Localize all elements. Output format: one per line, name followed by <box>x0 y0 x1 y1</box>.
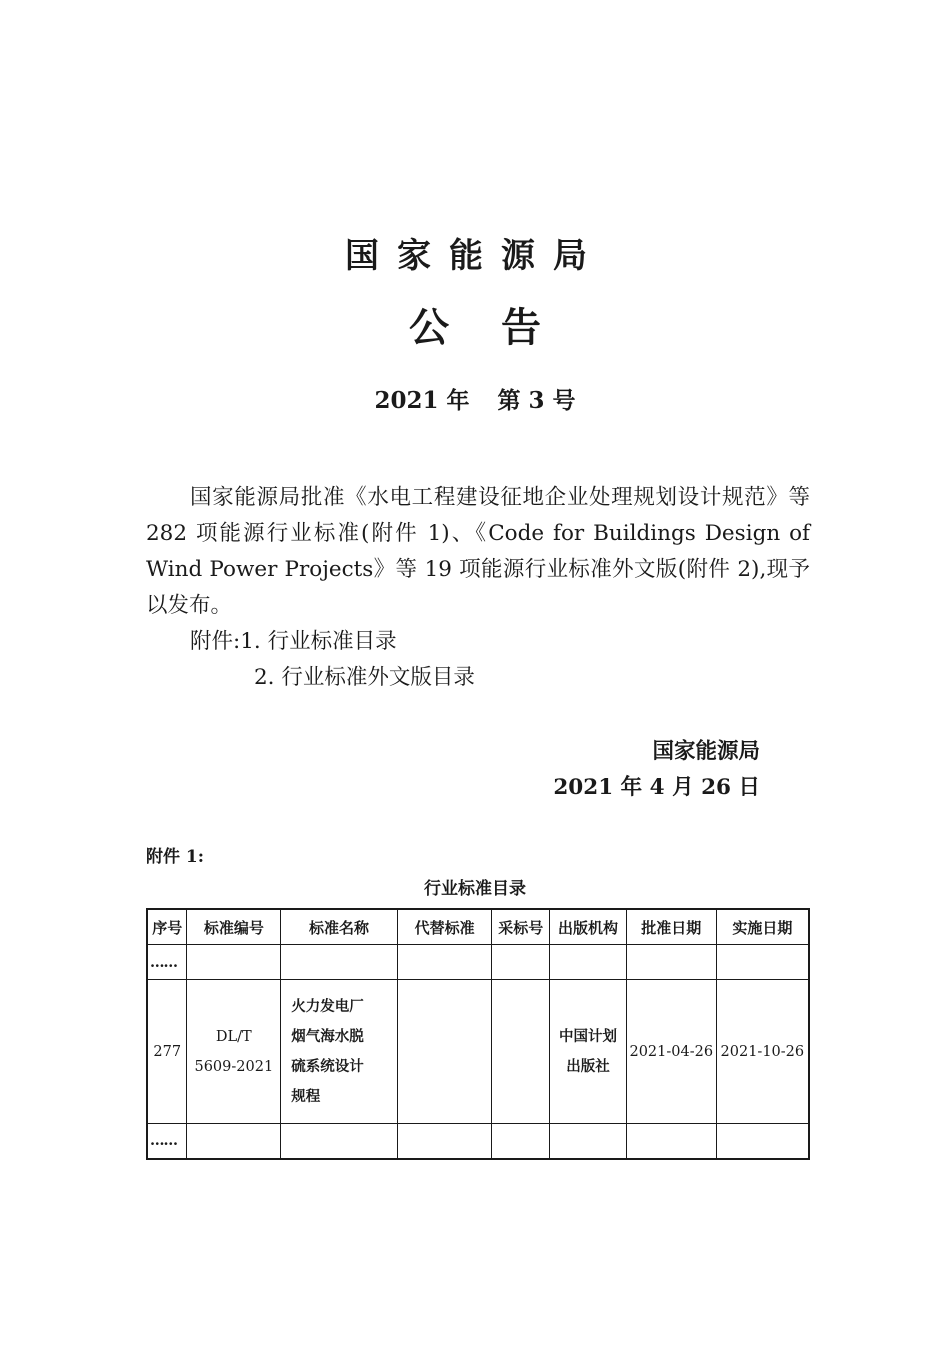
name-line-3: 硫系统设计 <box>291 1057 364 1075</box>
cell-effective: 2021-10-26 <box>716 980 809 1124</box>
col-header-approved: 批准日期 <box>626 909 716 945</box>
code-line-1: DL/T <box>215 1028 252 1045</box>
ellipsis-cell: …… <box>147 1124 187 1159</box>
announcement-body: 国家能源局批准《水电工程建设征地企业处理规划设计规范》等 282 项能源行业标准(附件 1)、《Code for Buildings Design of Wind Power Projects》等 19 项能源行业标准外文版(附件 2),现予以发布。 <box>146 485 810 618</box>
signature-date: 2021 年 4 月 26 日 <box>553 775 760 800</box>
annex-title: 行业标准目录 <box>424 879 526 899</box>
cell-publisher <box>550 980 627 1124</box>
issuer-heading: 国家能源局 <box>345 236 605 276</box>
col-header-seq: 序号 <box>147 909 187 945</box>
code-line-2: 5609-2021 <box>194 1058 274 1075</box>
col-header-adopted: 采标号 <box>492 909 550 945</box>
cell-adopted <box>492 980 550 1124</box>
issue-year: 2021 年 <box>374 387 470 414</box>
issue-number <box>0 382 950 415</box>
publisher-line-1: 中国计划 <box>559 1027 618 1045</box>
issue-no: 第 3 号 <box>497 387 576 414</box>
table-row <box>147 980 809 1124</box>
ellipsis-cell: …… <box>147 945 187 980</box>
table-header-row <box>147 909 809 945</box>
publisher-line-2: 出版社 <box>566 1057 610 1075</box>
name-line-2: 烟气海水脱 <box>291 1027 364 1045</box>
name-line-4: 规程 <box>291 1087 321 1105</box>
cell-code <box>187 980 281 1124</box>
annex-label: 附件 1: <box>146 847 205 867</box>
cell-approved: 2021-04-26 <box>626 980 716 1124</box>
col-header-replaces: 代替标准 <box>397 909 492 945</box>
cell-name <box>281 980 398 1124</box>
col-header-name: 标准名称 <box>281 909 398 945</box>
attachment-item-2: 2. 行业标准外文版目录 <box>254 665 475 690</box>
signature-org: 国家能源局 <box>652 739 760 764</box>
table-row-ellipsis-bottom <box>147 1124 809 1159</box>
col-header-effective: 实施日期 <box>716 909 809 945</box>
announcement-title: 公告 <box>409 304 593 351</box>
cell-seq: 277 <box>147 980 187 1124</box>
attachment-item-1: 附件:1. 行业标准目录 <box>190 629 397 654</box>
col-header-code: 标准编号 <box>187 909 281 945</box>
table-row-ellipsis-top <box>147 945 809 980</box>
standards-table <box>146 908 810 1160</box>
cell-replaces <box>397 980 492 1124</box>
col-header-publisher: 出版机构 <box>550 909 627 945</box>
name-line-1: 火力发电厂 <box>291 997 364 1015</box>
